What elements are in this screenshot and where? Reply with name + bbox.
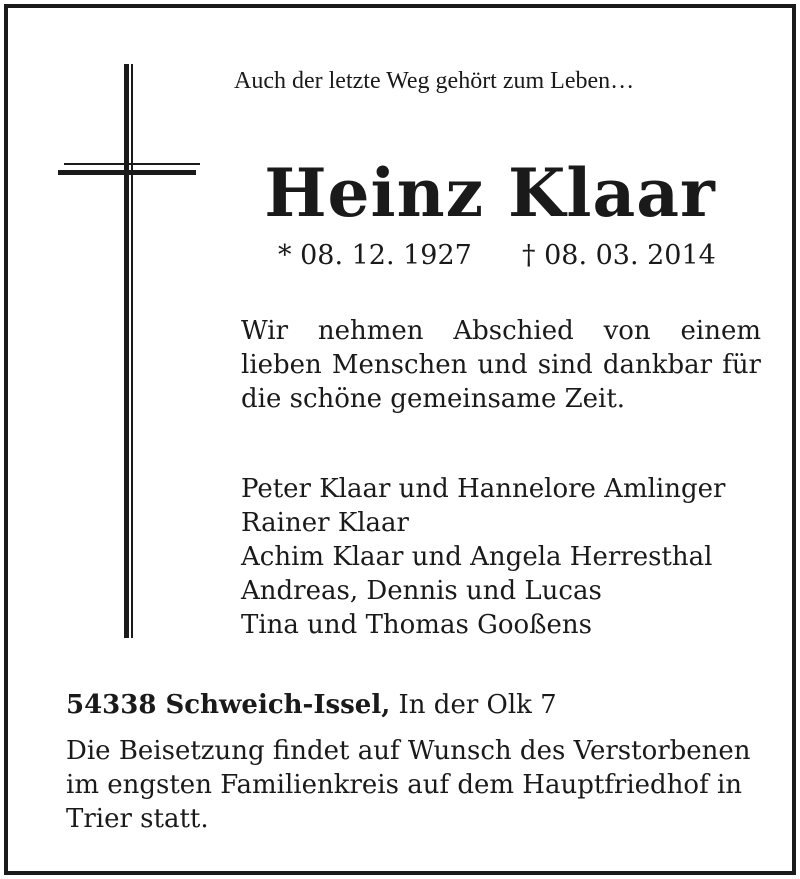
notice-line: Die Beisetzung findet auf Wunsch des Verstorbenen [66, 736, 751, 766]
burial-notice [66, 734, 756, 836]
farewell-message [241, 314, 761, 416]
mourner-entry: Peter Klaar und Hannelore Amlinger [241, 474, 726, 504]
farewell-line: lieben Menschen und sind dankbar für [241, 350, 761, 380]
address-place: 54338 Schweich-Issel, [66, 690, 391, 720]
address-street: In der Olk 7 [398, 690, 557, 720]
mourners-list [241, 472, 725, 642]
cross-icon [58, 64, 200, 638]
birth-date: * 08. 12. 1927 [278, 240, 472, 271]
deceased-name: Heinz Klaar [264, 154, 716, 232]
notice-line: im engsten Familienkreis auf dem Hauptfriedhof in [66, 770, 743, 800]
mourner-entry: Tina und Thomas Gooßens [241, 610, 592, 640]
farewell-line: Wir nehmen Abschied von einem [241, 316, 761, 346]
mourner-entry: Rainer Klaar [241, 508, 409, 538]
farewell-line: die schöne gemeinsame Zeit. [241, 384, 626, 414]
mourning-address [66, 690, 557, 720]
motto-text: Auch der letzte Weg gehört zum Leben… [234, 68, 635, 94]
death-date: † 08. 03. 2014 [522, 240, 716, 271]
mourner-entry: Achim Klaar und Angela Herresthal [241, 542, 713, 572]
notice-line: Trier statt. [66, 804, 209, 834]
mourner-entry: Andreas, Dennis und Lucas [241, 576, 602, 606]
obituary-card [4, 4, 796, 875]
